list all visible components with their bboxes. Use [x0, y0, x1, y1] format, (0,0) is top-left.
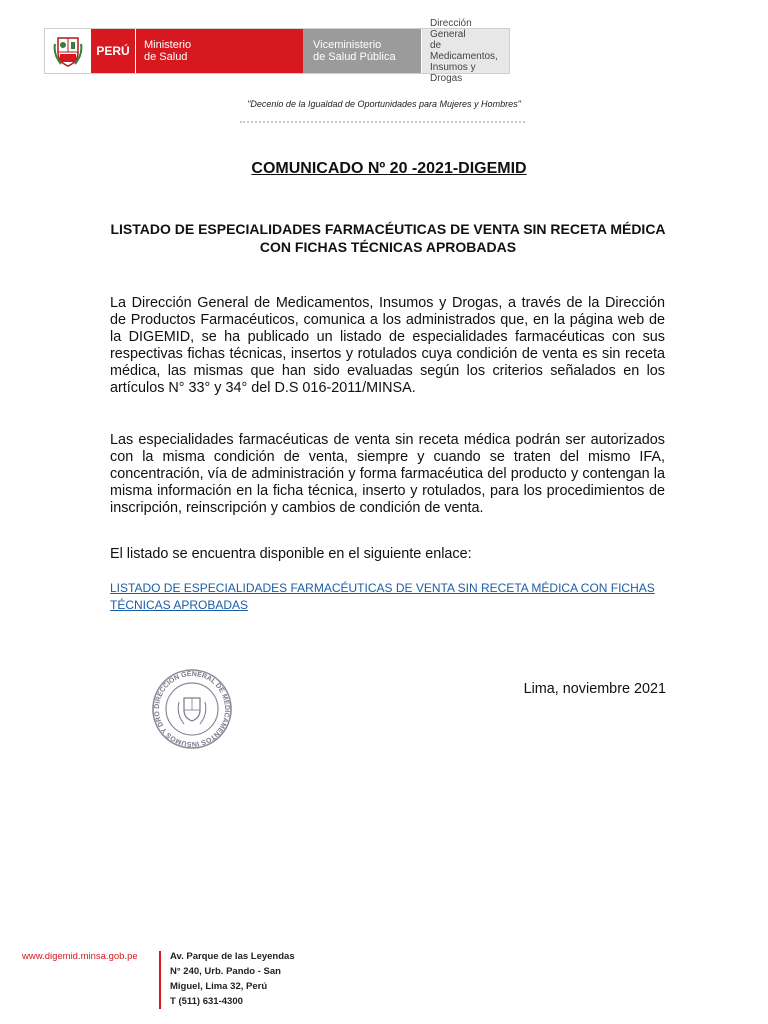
address-line-3: Miguel, Lima 32, Perú — [170, 981, 268, 992]
document-subtitle: LISTADO DE ESPECIALIDADES FARMACÉUTICAS DE VENTA SIN RECETA MÉDICA CON FICHAS TÉCNICAS APROBADAS — [110, 221, 666, 255]
footer-website: www.digemid.minsa.gob.pe — [22, 951, 138, 962]
ministry-line-1: Ministerio — [144, 39, 192, 51]
paragraph-2: Las especialidades farmacéuticas de venta sin receta médica podrán ser autorizados con la misma condición de venta, siempre y cuando se traten del mismo IFA, concentración, vía de administración y forma farmacéutica del producto y contengan la misma información en la ficha técnica, inserto y rotulados, para los procedimientos de inscripción, reinscripción y cambios de condición de venta. — [110, 432, 665, 516]
listing-link[interactable]: LISTADO DE ESPECIALIDADES FARMACÉUTICAS DE VENTA SIN RECETA MÉDICA CON FICHAS TÉCNICAS APROBADAS — [110, 581, 655, 612]
direction-line-1: Dirección General — [430, 18, 472, 40]
peru-label: PERÚ — [91, 29, 135, 73]
ministry-label — [135, 29, 303, 73]
direction-line-3: Insumos y Drogas — [430, 62, 476, 84]
direction-label — [421, 18, 509, 84]
ministry-line-2: de Salud — [144, 51, 188, 63]
institutional-header — [44, 18, 510, 84]
footer-divider — [159, 951, 161, 1009]
seal-text: DIRECCIÓN GENERAL DE MEDICAMENTOS INSUMOS Y DRO — [153, 670, 231, 748]
vice-ministry-label — [303, 29, 421, 73]
direction-line-2: de Medicamentos, — [430, 40, 498, 62]
phone-line: T (511) 631-4300 — [170, 996, 243, 1007]
date-line: Lima, noviembre 2021 — [523, 681, 666, 697]
faint-divider — [240, 121, 525, 125]
address-line-1: Av. Parque de las Leyendas — [170, 951, 295, 962]
official-seal-icon — [146, 668, 238, 750]
address-line-2: N° 240, Urb. Pando - San — [170, 966, 281, 977]
paragraph-3: El listado se encuentra disponible en el siguiente enlace: — [110, 546, 472, 562]
footer-address — [170, 949, 295, 1009]
vice-line-1: Viceministerio — [313, 39, 382, 51]
document-title: COMUNICADO Nº 20 -2021-DIGEMID — [251, 160, 527, 177]
coat-of-arms-icon — [45, 29, 91, 73]
vice-line-2: de Salud Pública — [313, 51, 396, 63]
decade-motto: "Decenio de la Igualdad de Oportunidades para Mujeres y Hombres" — [247, 99, 521, 109]
paragraph-1: La Dirección General de Medicamentos, Insumos y Drogas, a través de la Dirección de Productos Farmacéuticos, comunica a los administrados que, en la página web de la DIGEMID, se ha publicado un listado de especialidades farmacéuticas con sus respectivas fichas técnicas, insertos y rotulados cuya condición de venta es sin receta médica, las mismas que han sido evaluadas según los criterios señalados en los artículos N° 33° y 34° del D.S 016-2011/MINSA. — [110, 295, 665, 396]
